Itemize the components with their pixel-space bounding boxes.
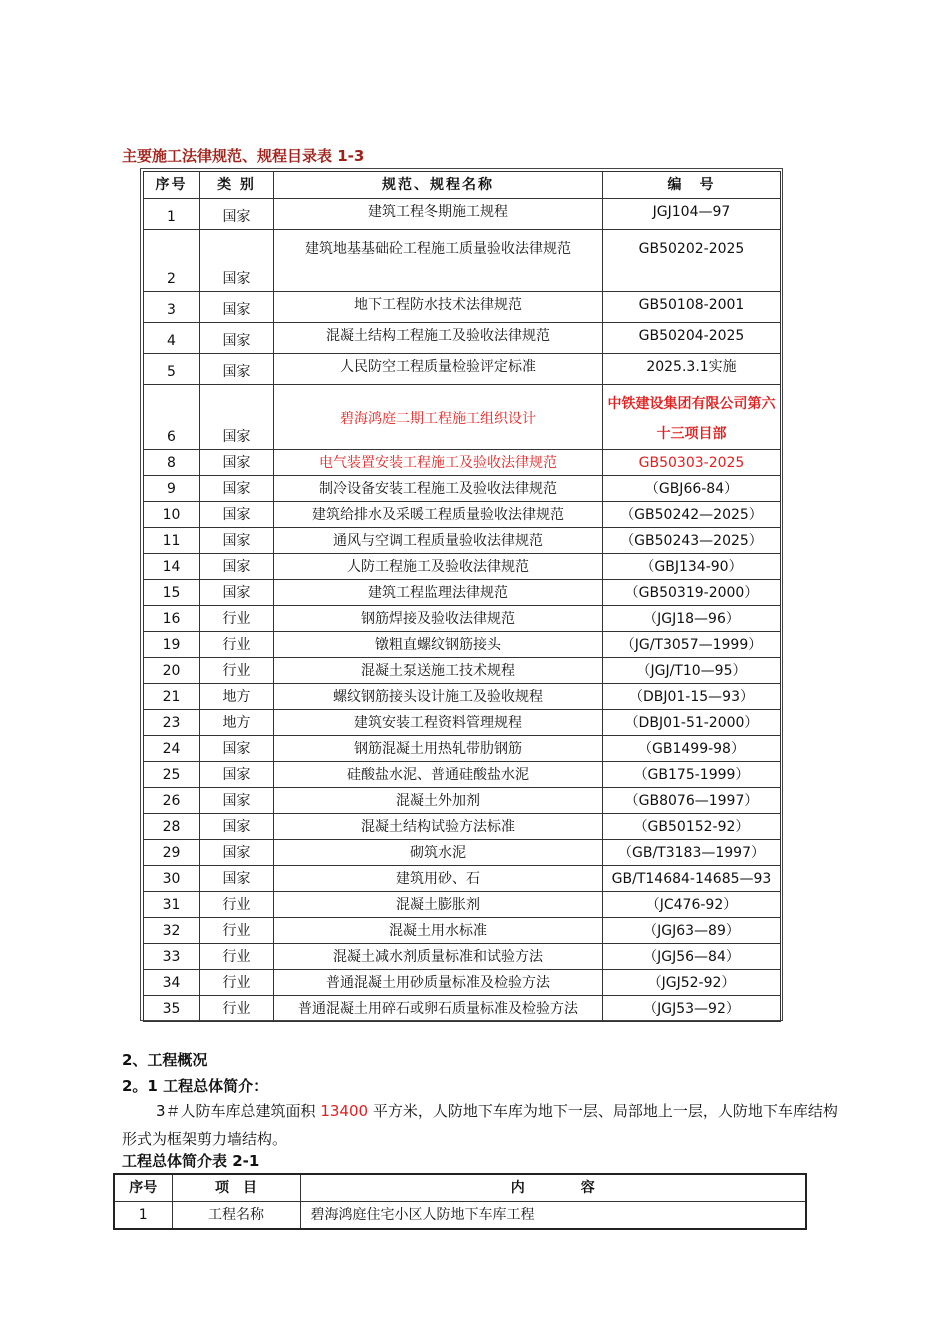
cell-no: 29 — [144, 840, 200, 866]
cell-name: 混凝土外加剂 — [274, 788, 603, 814]
area-value: 13400 — [320, 1102, 369, 1120]
cell-type: 国家 — [200, 554, 274, 580]
cell-name: 人防工程施工及验收法律规范 — [274, 554, 603, 580]
cell-type: 国家 — [200, 292, 274, 323]
cell-type: 行业 — [200, 658, 274, 684]
table-row — [144, 502, 781, 528]
cell-code: （GBJ134-90） — [603, 554, 781, 580]
table-row — [144, 580, 781, 606]
table1-caption: 主要施工法律规范、规程目录表 1-3 — [122, 147, 365, 165]
cell-type: 国家 — [200, 476, 274, 502]
table-row — [144, 866, 781, 892]
cell-no: 15 — [144, 580, 200, 606]
table-row — [144, 892, 781, 918]
cell-no: 1 — [144, 199, 200, 230]
cell-code: （JGJ56—84） — [603, 944, 781, 970]
cell-no: 6 — [144, 385, 200, 450]
table-row — [144, 840, 781, 866]
table-row — [144, 554, 781, 580]
cell-no: 33 — [144, 944, 200, 970]
cell-type: 国家 — [200, 580, 274, 606]
t2-header-item: 项 目 — [172, 1174, 300, 1202]
subsection-heading: 2。1 工程总体简介： — [122, 1077, 269, 1095]
cell-name: 普通混凝土用砂质量标准及检验方法 — [274, 970, 603, 996]
cell-no: 10 — [144, 502, 200, 528]
table-row — [144, 814, 781, 840]
cell-name: 电气装置安装工程施工及验收法律规范 — [274, 450, 603, 476]
cell-type: 国家 — [200, 762, 274, 788]
cell-code: （GB50242—2025） — [603, 502, 781, 528]
cell-no: 35 — [144, 996, 200, 1022]
cell-no: 25 — [144, 762, 200, 788]
cell-code: GB/T14684-14685—93 — [603, 866, 781, 892]
cell-type: 国家 — [200, 814, 274, 840]
cell-type: 国家 — [200, 502, 274, 528]
cell-code: （JGJ53—92） — [603, 996, 781, 1022]
cell-no: 4 — [144, 323, 200, 354]
table-row — [144, 918, 781, 944]
cell-type: 国家 — [200, 788, 274, 814]
cell-name: 硅酸盐水泥、普通硅酸盐水泥 — [274, 762, 603, 788]
cell-type: 国家 — [200, 866, 274, 892]
cell-code: （JGJ52-92） — [603, 970, 781, 996]
cell-name: 人民防空工程质量检验评定标准 — [274, 354, 603, 385]
table-row — [144, 199, 781, 230]
cell-no: 23 — [144, 710, 200, 736]
table-row — [144, 684, 781, 710]
cell-type: 国家 — [200, 323, 274, 354]
t2-cell-no: 1 — [114, 1202, 172, 1230]
table-row — [144, 762, 781, 788]
header-type: 类 别 — [200, 172, 274, 199]
cell-code: GB50108-2001 — [603, 292, 781, 323]
cell-name: 建筑安装工程资料管理规程 — [274, 710, 603, 736]
table-header-row — [114, 1174, 806, 1202]
cell-code: JGJ104—97 — [603, 199, 781, 230]
cell-name: 混凝土用水标准 — [274, 918, 603, 944]
cell-name: 地下工程防水技术法律规范 — [274, 292, 603, 323]
cell-no: 14 — [144, 554, 200, 580]
cell-name: 建筑给排水及采暖工程质量验收法律规范 — [274, 502, 603, 528]
cell-code: （GB50319-2000） — [603, 580, 781, 606]
header-no: 序号 — [144, 172, 200, 199]
cell-name: 建筑用砂、石 — [274, 866, 603, 892]
overview-paragraph — [122, 1097, 844, 1153]
cell-type: 国家 — [200, 528, 274, 554]
cell-name: 混凝土泵送施工技术规程 — [274, 658, 603, 684]
t2-header-no: 序号 — [114, 1174, 172, 1202]
header-name: 规范、规程名称 — [274, 172, 603, 199]
t2-header-content: 内 容 — [300, 1174, 806, 1202]
cell-type: 行业 — [200, 944, 274, 970]
table-row — [144, 632, 781, 658]
cell-no: 20 — [144, 658, 200, 684]
table-row — [144, 736, 781, 762]
cell-type: 国家 — [200, 736, 274, 762]
cell-code: 2025.3.1实施 — [603, 354, 781, 385]
cell-code: （GB175-1999） — [603, 762, 781, 788]
cell-type: 国家 — [200, 450, 274, 476]
table-row — [144, 996, 781, 1022]
para-before: 3＃人防车库总建筑面积 — [156, 1102, 321, 1120]
cell-type: 国家 — [200, 840, 274, 866]
cell-code: GB50202-2025 — [603, 230, 781, 292]
cell-type: 国家 — [200, 230, 274, 292]
table-row — [144, 292, 781, 323]
overview-table — [113, 1173, 807, 1230]
cell-no: 21 — [144, 684, 200, 710]
cell-no: 2 — [144, 230, 200, 292]
section-heading: 2、工程概况 — [122, 1051, 208, 1069]
cell-code: （DBJ01-15—93） — [603, 684, 781, 710]
cell-type: 行业 — [200, 970, 274, 996]
table-row — [144, 788, 781, 814]
cell-no: 8 — [144, 450, 200, 476]
cell-name: 制冷设备安装工程施工及验收法律规范 — [274, 476, 603, 502]
header-code: 编 号 — [603, 172, 781, 199]
regulations-table-frame — [140, 168, 783, 1021]
cell-code: （GB8076—1997） — [603, 788, 781, 814]
cell-name: 混凝土膨胀剂 — [274, 892, 603, 918]
cell-name: 建筑地基基础砼工程施工质量验收法律规范 — [274, 230, 603, 292]
cell-no: 26 — [144, 788, 200, 814]
cell-no: 19 — [144, 632, 200, 658]
table-row — [144, 710, 781, 736]
cell-type: 国家 — [200, 354, 274, 385]
table-row — [144, 230, 781, 292]
cell-name: 建筑工程监理法律规范 — [274, 580, 603, 606]
cell-no: 34 — [144, 970, 200, 996]
cell-no: 11 — [144, 528, 200, 554]
table-row — [144, 450, 781, 476]
cell-type: 行业 — [200, 918, 274, 944]
cell-code: （GBJ66-84） — [603, 476, 781, 502]
cell-name: 钢筋焊接及验收法律规范 — [274, 606, 603, 632]
table-row — [144, 323, 781, 354]
regulations-table-body — [144, 199, 781, 1022]
table-row — [144, 606, 781, 632]
cell-code: （GB50243—2025） — [603, 528, 781, 554]
cell-code: （JG/T3057—1999） — [603, 632, 781, 658]
cell-name: 镦粗直螺纹钢筋接头 — [274, 632, 603, 658]
cell-no: 30 — [144, 866, 200, 892]
cell-name: 螺纹钢筋接头设计施工及验收规程 — [274, 684, 603, 710]
cell-name: 通风与空调工程质量验收法律规范 — [274, 528, 603, 554]
table2-caption: 工程总体简介表 2-1 — [122, 1152, 260, 1170]
cell-type: 行业 — [200, 606, 274, 632]
cell-code: （JGJ63—89） — [603, 918, 781, 944]
cell-name: 混凝土减水剂质量标准和试验方法 — [274, 944, 603, 970]
table-row — [144, 658, 781, 684]
table-header-row — [144, 172, 781, 199]
cell-type: 行业 — [200, 892, 274, 918]
cell-type: 行业 — [200, 632, 274, 658]
table-row — [114, 1202, 806, 1230]
cell-type: 国家 — [200, 385, 274, 450]
cell-no: 28 — [144, 814, 200, 840]
cell-no: 3 — [144, 292, 200, 323]
cell-no: 9 — [144, 476, 200, 502]
cell-code: （GB1499-98） — [603, 736, 781, 762]
cell-type: 地方 — [200, 710, 274, 736]
cell-name: 普通混凝土用碎石或卵石质量标准及检验方法 — [274, 996, 603, 1022]
regulations-table — [143, 171, 781, 1022]
cell-code: 中铁建设集团有限公司第六十三项目部 — [603, 385, 781, 450]
cell-code: （GB/T3183—1997） — [603, 840, 781, 866]
table-row — [144, 354, 781, 385]
cell-no: 31 — [144, 892, 200, 918]
table-row — [144, 385, 781, 450]
cell-code: GB50204-2025 — [603, 323, 781, 354]
cell-type: 地方 — [200, 684, 274, 710]
cell-no: 16 — [144, 606, 200, 632]
cell-code: （JGJ/T10—95） — [603, 658, 781, 684]
table-row — [144, 944, 781, 970]
cell-no: 24 — [144, 736, 200, 762]
t2-cell-content: 碧海鸿庭住宅小区人防地下车库工程 — [300, 1202, 806, 1230]
cell-code: （GB50152-92） — [603, 814, 781, 840]
cell-name: 钢筋混凝土用热轧带肋钢筋 — [274, 736, 603, 762]
table-row — [144, 528, 781, 554]
cell-type: 国家 — [200, 199, 274, 230]
cell-code: （JC476-92） — [603, 892, 781, 918]
table-row — [144, 970, 781, 996]
cell-code: （JGJ18—96） — [603, 606, 781, 632]
para-after: 平方米，人防地下车库为地下一层、局部地上一层，人防地下车库结构形式为框架剪力墙结构。 — [122, 1102, 838, 1148]
cell-name: 砌筑水泥 — [274, 840, 603, 866]
cell-code: （DBJ01-51-2000） — [603, 710, 781, 736]
cell-no: 5 — [144, 354, 200, 385]
cell-type: 行业 — [200, 996, 274, 1022]
cell-name: 混凝土结构工程施工及验收法律规范 — [274, 323, 603, 354]
cell-name: 混凝土结构试验方法标准 — [274, 814, 603, 840]
cell-code: GB50303-2025 — [603, 450, 781, 476]
cell-no: 32 — [144, 918, 200, 944]
cell-name: 碧海鸿庭二期工程施工组织设计 — [274, 385, 603, 450]
cell-name: 建筑工程冬期施工规程 — [274, 199, 603, 230]
table-row — [144, 476, 781, 502]
t2-cell-item: 工程名称 — [172, 1202, 300, 1230]
